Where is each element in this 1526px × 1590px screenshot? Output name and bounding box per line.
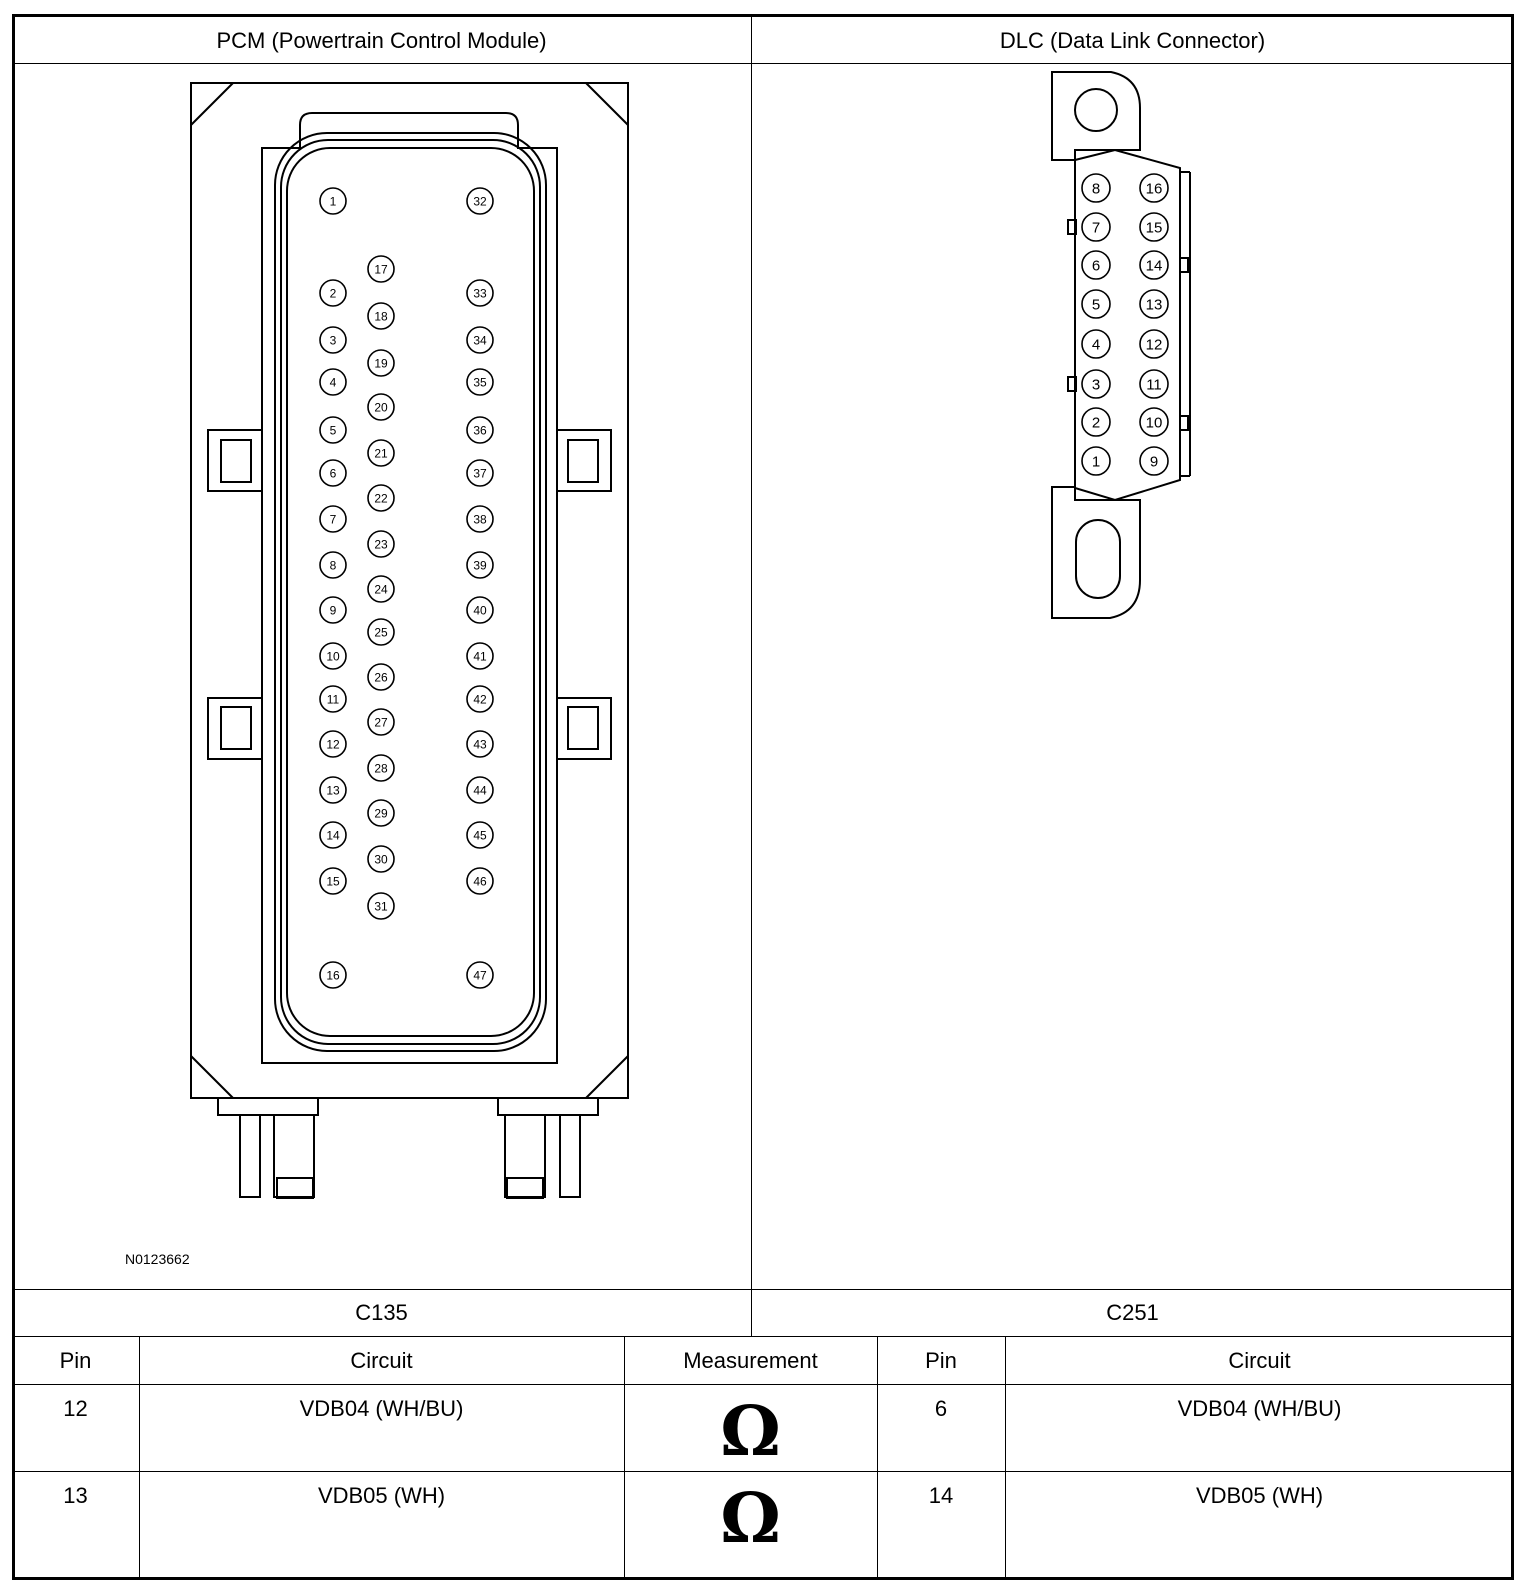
pin-11 (320, 686, 346, 712)
connector-c251-label: C251 (1106, 1300, 1159, 1325)
pin-number: 16 (326, 968, 340, 983)
pin-14 (1140, 251, 1168, 279)
pin-number: 15 (1145, 219, 1163, 237)
pin-number: 44 (473, 783, 487, 798)
pin-40 (467, 597, 493, 623)
pin-18 (368, 303, 394, 329)
pin-number: 10 (326, 649, 340, 664)
pin-1 (320, 188, 346, 214)
pin-3 (320, 327, 346, 353)
pin-number: 34 (473, 333, 487, 348)
pin-number: 12 (326, 737, 340, 752)
row1-pin-b: 6 (934, 1396, 948, 1421)
pin-19 (368, 350, 394, 376)
pin-number: 18 (374, 309, 388, 324)
pin-4 (1082, 330, 1110, 358)
pin-number: 3 (1091, 376, 1101, 394)
pin-number: 6 (329, 466, 337, 481)
pin-42 (467, 686, 493, 712)
pin-13 (1140, 290, 1168, 318)
table-header-divider (12, 1384, 1514, 1385)
row1-circuit-a: VDB04 (WH/BU) (299, 1396, 464, 1421)
pin-39 (467, 552, 493, 578)
header-pin-b: Pin (925, 1348, 957, 1373)
pin-14 (320, 822, 346, 848)
pin-11 (1140, 370, 1168, 398)
row2-pin-b: 14 (928, 1483, 954, 1508)
pin-number: 16 (1145, 180, 1163, 198)
pin-number: 28 (374, 761, 388, 776)
pin-number: 42 (473, 692, 487, 707)
pin-number: 1 (1091, 453, 1101, 471)
pin-number: 10 (1145, 414, 1163, 432)
pin-number: 45 (473, 828, 487, 843)
pcm-pin-array (320, 188, 493, 988)
pin-number: 39 (473, 558, 487, 573)
dlc-connector-drawing (752, 64, 1512, 1289)
pin-9 (320, 597, 346, 623)
pin-22 (368, 485, 394, 511)
header-circuit-a: Circuit (350, 1348, 413, 1373)
pin-1 (1082, 447, 1110, 475)
pin-number: 17 (374, 262, 388, 277)
pin-number: 7 (1091, 219, 1101, 237)
pin-number: 6 (1091, 257, 1101, 275)
pin-number: 8 (1091, 180, 1101, 198)
pin-number: 19 (374, 356, 388, 371)
header-circuit-b: Circuit (1228, 1348, 1291, 1373)
pin-number: 21 (374, 446, 388, 461)
pin-number: 37 (473, 466, 487, 481)
pin-number: 5 (329, 423, 337, 438)
pin-number: 25 (374, 625, 388, 640)
pin-12 (320, 731, 346, 757)
pin-6 (1082, 251, 1110, 279)
pin-13 (320, 777, 346, 803)
pin-number: 40 (473, 603, 487, 618)
pin-number: 4 (1091, 336, 1101, 354)
pin-number: 30 (374, 852, 388, 867)
pin-33 (467, 280, 493, 306)
pin-number: 12 (1145, 336, 1163, 354)
row1-pin-a: 12 (63, 1396, 88, 1421)
pin-26 (368, 664, 394, 690)
pin-3 (1082, 370, 1110, 398)
pin-number: 38 (473, 512, 487, 527)
pin-10 (320, 643, 346, 669)
pin-16 (1140, 174, 1168, 202)
pin-number: 3 (329, 333, 337, 348)
pin-7 (320, 506, 346, 532)
pin-45 (467, 822, 493, 848)
pin-29 (368, 800, 394, 826)
pin-32 (467, 188, 493, 214)
pin-2 (320, 280, 346, 306)
pin-31 (368, 893, 394, 919)
pin-2 (1082, 408, 1110, 436)
row2-ohm-measurement-icon: Ω (720, 1479, 781, 1559)
pin-number: 27 (374, 715, 388, 730)
header-pin-a: Pin (59, 1348, 92, 1373)
row2-circuit-b: VDB05 (WH) (1195, 1483, 1324, 1508)
pin-number: 11 (1146, 376, 1162, 394)
pin-number: 35 (473, 375, 487, 390)
header-measurement: Measurement (683, 1348, 818, 1373)
pin-number: 43 (473, 737, 487, 752)
pin-5 (320, 417, 346, 443)
pin-43 (467, 731, 493, 757)
pin-21 (368, 440, 394, 466)
pin-number: 47 (473, 968, 487, 983)
pin-8 (320, 552, 346, 578)
pin-number: 29 (374, 806, 388, 821)
pin-20 (368, 394, 394, 420)
pin-number: 33 (473, 286, 487, 301)
pin-41 (467, 643, 493, 669)
pin-47 (467, 962, 493, 988)
pin-number: 9 (329, 603, 337, 618)
pin-number: 20 (374, 400, 388, 415)
pin-44 (467, 777, 493, 803)
pin-12 (1140, 330, 1168, 358)
pin-number: 14 (1145, 257, 1163, 275)
pin-number: 36 (473, 423, 487, 438)
connector-c135-label: C135 (355, 1300, 408, 1325)
pin-number: 14 (326, 828, 340, 843)
pin-number: 2 (1091, 414, 1101, 432)
pin-number: 23 (374, 537, 388, 552)
pin-30 (368, 846, 394, 872)
pin-34 (467, 327, 493, 353)
pcm-panel-title: PCM (Powertrain Control Module) (216, 28, 547, 53)
pin-number: 13 (326, 783, 340, 798)
dlc-panel-title: DLC (Data Link Connector) (999, 28, 1266, 53)
pin-28 (368, 755, 394, 781)
pin-37 (467, 460, 493, 486)
pin-number: 24 (374, 582, 388, 597)
pin-17 (368, 256, 394, 282)
row2-pin-a: 13 (63, 1483, 88, 1508)
pin-number: 1 (329, 194, 337, 209)
pin-number: 2 (329, 286, 337, 301)
pin-number: 11 (326, 692, 340, 707)
pin-number: 22 (374, 491, 388, 506)
pin-9 (1140, 447, 1168, 475)
pin-number: 46 (473, 874, 487, 889)
pin-number: 13 (1145, 296, 1163, 314)
pin-number: 31 (374, 899, 388, 914)
pin-6 (320, 460, 346, 486)
row1-circuit-b: VDB04 (WH/BU) (1177, 1396, 1342, 1421)
pin-5 (1082, 290, 1110, 318)
row1-ohm-measurement-icon: Ω (720, 1392, 781, 1472)
pin-46 (467, 868, 493, 894)
row2-circuit-a: VDB05 (WH) (317, 1483, 446, 1508)
pin-38 (467, 506, 493, 532)
pin-35 (467, 369, 493, 395)
pin-number: 5 (1091, 296, 1101, 314)
pcm-connector-drawing (0, 0, 760, 1290)
pin-36 (467, 417, 493, 443)
pin-27 (368, 709, 394, 735)
pin-number: 15 (326, 874, 340, 889)
pin-number: 7 (329, 512, 337, 527)
pin-4 (320, 369, 346, 395)
dlc-pin-array (1082, 174, 1168, 475)
pin-number: 26 (374, 670, 388, 685)
connector-divider (12, 1336, 1514, 1337)
pin-10 (1140, 408, 1168, 436)
pin-number: 4 (329, 375, 337, 390)
pin-16 (320, 962, 346, 988)
pin-25 (368, 619, 394, 645)
pin-23 (368, 531, 394, 557)
pin-15 (320, 868, 346, 894)
pin-number: 41 (473, 649, 487, 664)
pin-24 (368, 576, 394, 602)
pin-number: 8 (329, 558, 337, 573)
figure-code: N0123662 (125, 1251, 190, 1267)
pin-15 (1140, 213, 1168, 241)
pin-7 (1082, 213, 1110, 241)
pin-number: 9 (1149, 453, 1159, 471)
pin-8 (1082, 174, 1110, 202)
pin-number: 32 (473, 194, 487, 209)
